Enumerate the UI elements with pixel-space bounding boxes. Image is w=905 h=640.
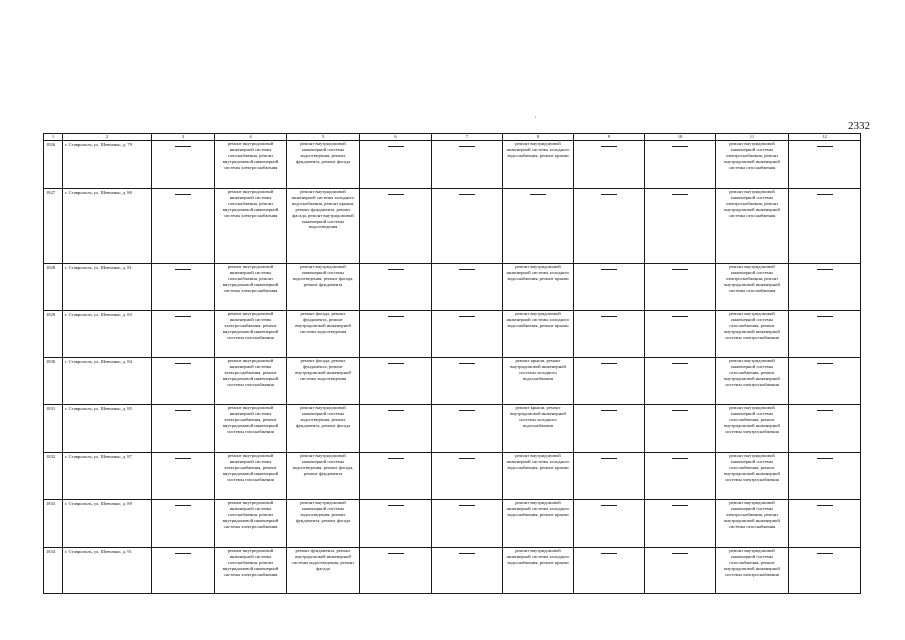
- empty-cell-dash: [432, 311, 503, 358]
- empty-cell-dash: [645, 311, 716, 358]
- dash-mark: [530, 194, 546, 195]
- dash-mark: [459, 194, 475, 195]
- column-header: 4: [215, 134, 287, 141]
- empty-cell-dash: [360, 264, 432, 311]
- column-header: 9: [574, 134, 645, 141]
- dash-mark: [459, 269, 475, 270]
- empty-cell-dash: [432, 548, 503, 594]
- empty-cell-dash: [645, 358, 716, 405]
- work-cell: ремонт крыши, ремонт внутридомовой инженерной системы холодного водоснабжения: [503, 358, 574, 405]
- dash-mark: [388, 146, 404, 147]
- work-cell: ремонт внутридомовой инженерной системы электроснабжения, ремонт внутридомовой инженерной системы газоснабжения: [215, 453, 287, 500]
- table-row: [44, 453, 861, 500]
- work-cell: ремонт внутридомовой инженерной системы газоснабжения, ремонт внутридомовой инженерной системы электроснабжения: [215, 141, 287, 189]
- empty-cell-dash: [789, 264, 861, 311]
- empty-cell-dash: [645, 548, 716, 594]
- empty-cell-dash: [574, 548, 645, 594]
- row-number: 1827: [44, 189, 63, 264]
- empty-cell-dash: [574, 264, 645, 311]
- address-cell: г. Ставрополь, ул. Шевченко, д. 83: [63, 311, 152, 358]
- work-cell: ремонт внутридомовой инженерной системы электроснабжения, ремонт внутридомовой инженерной системы газоснабжения: [215, 405, 287, 453]
- empty-cell-dash: [360, 141, 432, 189]
- dash-mark: [388, 363, 404, 364]
- dash-mark: [817, 553, 833, 554]
- column-header: 6: [360, 134, 432, 141]
- dash-mark: [175, 410, 191, 411]
- table-row: [44, 358, 861, 405]
- empty-cell-dash: [360, 189, 432, 264]
- repair-schedule-table: [43, 133, 861, 594]
- row-number: 1830: [44, 358, 63, 405]
- empty-cell-dash: [152, 141, 215, 189]
- empty-cell-dash: [432, 453, 503, 500]
- address-cell: г. Ставрополь, ул. Шевченко, д. 81: [63, 264, 152, 311]
- row-number: 1828: [44, 264, 63, 311]
- work-cell: ремонт внутридомовой инженерной системы холодного водоснабжения, ремонт крыши: [503, 548, 574, 594]
- row-number: 1834: [44, 548, 63, 594]
- empty-cell-dash: [789, 500, 861, 548]
- work-cell: ремонт внутридомовой инженерной системы электроснабжения, ремонт внутридомовой инженерной системы газоснабжения: [716, 141, 789, 189]
- work-cell: ремонт внутридомовой инженерной системы газоснабжения, ремонт внутридомовой инженерной системы электроснабжения: [215, 189, 287, 264]
- dash-mark: [672, 553, 688, 554]
- work-cell: ремонт внутридомовой инженерной системы холодного водоснабжения, ремонт крыши: [503, 500, 574, 548]
- address-cell: г. Ставрополь, ул. Шевченко, д. 80: [63, 189, 152, 264]
- page-number: 2332: [848, 120, 870, 132]
- table-row: [44, 189, 861, 264]
- dash-mark: [175, 146, 191, 147]
- empty-cell-dash: [152, 548, 215, 594]
- column-header: 8: [503, 134, 574, 141]
- row-number: 1829: [44, 311, 63, 358]
- empty-cell-dash: [432, 141, 503, 189]
- dash-mark: [175, 553, 191, 554]
- empty-cell-dash: [789, 548, 861, 594]
- work-cell: ремонт внутридомовой инженерной системы водоотведения, ремонт фундамента, ремонт фасада: [287, 141, 360, 189]
- dash-mark: [459, 363, 475, 364]
- dash-mark: [175, 316, 191, 317]
- work-cell: ремонт внутридомовой инженерной системы газоснабжения, ремонт внутридомовой инженерной системы электроснабжения: [215, 500, 287, 548]
- empty-cell-dash: [574, 189, 645, 264]
- empty-cell-dash: [432, 264, 503, 311]
- empty-cell-dash: [789, 189, 861, 264]
- dash-mark: [459, 458, 475, 459]
- dash-mark: [459, 553, 475, 554]
- dash-mark: [459, 410, 475, 411]
- table-row: [44, 500, 861, 548]
- work-cell: ремонт внутридомовой инженерной системы водоотведения, ремонт фасада, ремонт фундамента: [287, 264, 360, 311]
- dash-mark: [601, 194, 617, 195]
- empty-cell-dash: [574, 453, 645, 500]
- dash-mark: [388, 410, 404, 411]
- dash-mark: [459, 316, 475, 317]
- dash-mark: [175, 505, 191, 506]
- dash-mark: [672, 505, 688, 506]
- empty-cell-dash: [152, 358, 215, 405]
- work-cell: ремонт фасада, ремонт фундамента, ремонт внутридомовой инженерной системы водоотведения: [287, 311, 360, 358]
- dash-mark: [175, 363, 191, 364]
- empty-cell-dash: [789, 358, 861, 405]
- empty-cell-dash: [360, 311, 432, 358]
- work-cell: ремонт внутридомовой инженерной системы газоснабжения, ремонт внутридомовой инженерной системы электроснабжения: [716, 548, 789, 594]
- address-cell: г. Ставрополь, ул. Шевченко, д. 87: [63, 453, 152, 500]
- dash-mark: [601, 363, 617, 364]
- work-cell: ремонт внутридомовой инженерной системы холодного водоснабжения, ремонт крыши: [503, 141, 574, 189]
- work-cell: ремонт внутридомовой инженерной системы электроснабжения, ремонт внутридомовой инженерной системы газоснабжения: [716, 264, 789, 311]
- dash-mark: [817, 146, 833, 147]
- empty-cell-dash: [152, 500, 215, 548]
- work-cell: ремонт внутридомовой инженерной системы газоснабжения, ремонт внутридомовой инженерной системы электроснабжения: [716, 453, 789, 500]
- dash-mark: [817, 316, 833, 317]
- work-cell: ремонт внутридомовой инженерной системы газоснабжения, ремонт внутридомовой инженерной системы электроснабжения: [716, 405, 789, 453]
- header-row: [44, 134, 861, 141]
- empty-cell-dash: [574, 500, 645, 548]
- empty-cell-dash: [360, 548, 432, 594]
- address-cell: г. Ставрополь, ул. Шевченко, д. 91: [63, 548, 152, 594]
- work-cell: ремонт внутридомовой инженерной системы газоснабжения, ремонт внутридомовой инженерной системы электроснабжения: [716, 311, 789, 358]
- table-row: [44, 264, 861, 311]
- empty-cell-dash: [645, 500, 716, 548]
- empty-cell-dash: [432, 358, 503, 405]
- empty-cell-dash: [152, 405, 215, 453]
- column-header: 12: [789, 134, 861, 141]
- dash-mark: [459, 505, 475, 506]
- dash-mark: [175, 194, 191, 195]
- dash-mark: [175, 458, 191, 459]
- empty-cell-dash: [645, 141, 716, 189]
- column-header: 10: [645, 134, 716, 141]
- empty-cell-dash: [574, 311, 645, 358]
- empty-cell-dash: [789, 453, 861, 500]
- work-cell: ремонт внутридомовой инженерной системы холодного водоснабжения, ремонт крыши, ремонт фундамента, ремонт фасада, ремонт внутридомовой инженерной системы водоотведения: [287, 189, 360, 264]
- dash-mark: [388, 194, 404, 195]
- column-header: 2: [63, 134, 152, 141]
- table-row: [44, 141, 861, 189]
- empty-cell-dash: [432, 405, 503, 453]
- empty-cell-dash: [360, 453, 432, 500]
- dash-mark: [672, 194, 688, 195]
- empty-cell-dash: [574, 405, 645, 453]
- empty-cell-dash: [360, 405, 432, 453]
- work-cell: ремонт внутридомовой инженерной системы электроснабжения, ремонт внутридомовой инженерной системы газоснабжения: [215, 311, 287, 358]
- dash-mark: [672, 410, 688, 411]
- work-cell: ремонт внутридомовой инженерной системы водоотведения, ремонт фундамента, ремонт фасада: [287, 500, 360, 548]
- empty-cell-dash: [503, 189, 574, 264]
- dash-mark: [388, 269, 404, 270]
- empty-cell-dash: [152, 264, 215, 311]
- empty-cell-dash: [432, 189, 503, 264]
- dash-mark: [388, 458, 404, 459]
- dash-mark: [817, 363, 833, 364]
- work-cell: ремонт внутридомовой инженерной системы холодного водоснабжения, ремонт крыши: [503, 264, 574, 311]
- address-cell: г. Ставрополь, ул. Шевченко, д. 85: [63, 405, 152, 453]
- dash-mark: [817, 410, 833, 411]
- dash-mark: [388, 505, 404, 506]
- work-cell: ремонт внутридомовой инженерной системы газоснабжения, ремонт внутридомовой инженерной системы электроснабжения: [215, 264, 287, 311]
- empty-cell-dash: [645, 189, 716, 264]
- empty-cell-dash: [152, 311, 215, 358]
- empty-cell-dash: [574, 358, 645, 405]
- dash-mark: [601, 505, 617, 506]
- row-number: 1832: [44, 453, 63, 500]
- row-number: 1826: [44, 141, 63, 189]
- row-number: 1833: [44, 500, 63, 548]
- work-cell: ремонт внутридомовой инженерной системы газоснабжения, ремонт внутридомовой инженерной системы электроснабжения: [215, 548, 287, 594]
- empty-cell-dash: [789, 141, 861, 189]
- dash-mark: [817, 194, 833, 195]
- empty-cell-dash: [574, 141, 645, 189]
- dash-mark: [672, 316, 688, 317]
- dash-mark: [175, 269, 191, 270]
- address-cell: г. Ставрополь, ул. Шевченко, д. 84: [63, 358, 152, 405]
- work-cell: ремонт внутридомовой инженерной системы водоотведения, ремонт фасада, ремонт фундамента: [287, 453, 360, 500]
- work-cell: ремонт внутридомовой инженерной системы водоотведения, ремонт фундамента, ремонт фасада: [287, 405, 360, 453]
- column-header: 11: [716, 134, 789, 141]
- table-row: [44, 311, 861, 358]
- work-cell: ремонт внутридомовой инженерной системы электроснабжения, ремонт внутридомовой инженерной системы газоснабжения: [716, 500, 789, 548]
- work-cell: ремонт внутридомовой инженерной системы холодного водоснабжения, ремонт крыши: [503, 453, 574, 500]
- dash-mark: [459, 146, 475, 147]
- dash-mark: [601, 146, 617, 147]
- empty-cell-dash: [360, 500, 432, 548]
- dash-mark: [672, 269, 688, 270]
- dash-mark: [601, 316, 617, 317]
- work-cell: ремонт внутридомовой инженерной системы электроснабжения, ремонт внутридомовой инженерной системы газоснабжения: [716, 189, 789, 264]
- table-row: [44, 548, 861, 594]
- empty-cell-dash: [645, 405, 716, 453]
- work-cell: ремонт внутридомовой инженерной системы холодного водоснабжения, ремонт крыши: [503, 311, 574, 358]
- empty-cell-dash: [152, 453, 215, 500]
- column-header: 3: [152, 134, 215, 141]
- empty-cell-dash: [152, 189, 215, 264]
- work-cell: ремонт фасада, ремонт фундамента, ремонт внутридомовой инженерной системы водоотведения: [287, 358, 360, 405]
- column-header: 5: [287, 134, 360, 141]
- dash-mark: [672, 146, 688, 147]
- column-header: 7: [432, 134, 503, 141]
- dash-mark: [672, 363, 688, 364]
- empty-cell-dash: [645, 264, 716, 311]
- work-cell: ремонт крыши, ремонт внутридомовой инженерной системы холодного водоснабжения: [503, 405, 574, 453]
- work-cell: ремонт внутридомовой инженерной системы газоснабжения, ремонт внутридомовой инженерной системы электроснабжения: [716, 358, 789, 405]
- empty-cell-dash: [789, 311, 861, 358]
- table-row: [44, 405, 861, 453]
- work-cell: ремонт фундамента, ремонт внутридомовой инженерной системы водоотведения, ремонт фасада: [287, 548, 360, 594]
- empty-cell-dash: [645, 453, 716, 500]
- dash-mark: [388, 316, 404, 317]
- empty-cell-dash: [789, 405, 861, 453]
- dash-mark: [817, 505, 833, 506]
- address-cell: г. Ставрополь, ул. Шевченко, д. 79: [63, 141, 152, 189]
- dash-mark: [817, 458, 833, 459]
- dash-mark: [601, 458, 617, 459]
- address-cell: г. Ставрополь, ул. Шевченко, д. 89: [63, 500, 152, 548]
- dash-mark: [388, 553, 404, 554]
- dash-mark: [601, 553, 617, 554]
- dash-mark: [601, 269, 617, 270]
- row-number: 1831: [44, 405, 63, 453]
- dash-mark: [817, 269, 833, 270]
- empty-cell-dash: [360, 358, 432, 405]
- dash-mark: [601, 410, 617, 411]
- stray-mark: ,: [535, 113, 537, 119]
- dash-mark: [672, 458, 688, 459]
- column-header: 1: [44, 134, 63, 141]
- empty-cell-dash: [432, 500, 503, 548]
- work-cell: ремонт внутридомовой инженерной системы электроснабжения, ремонт внутридомовой инженерной системы газоснабжения: [215, 358, 287, 405]
